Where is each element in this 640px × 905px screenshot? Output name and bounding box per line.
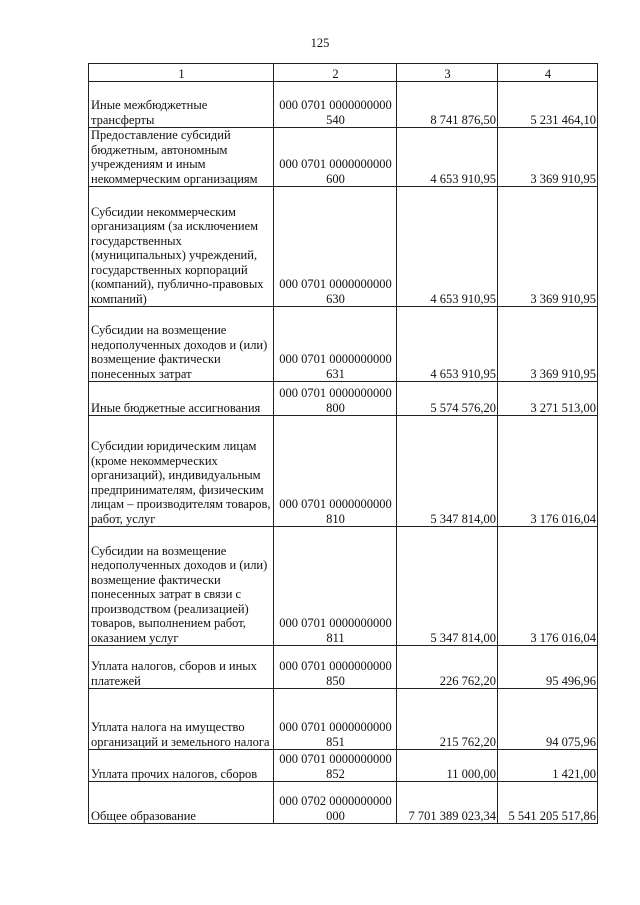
row-code-cell [274, 646, 397, 689]
row-amount-col4: 1 421,00 [498, 750, 598, 782]
row-name-cell: Субсидии на возмещение недополученных доходов и (или) возмещение фактически понесенных затрат [89, 307, 274, 382]
table-row [89, 646, 598, 689]
row-name-cell: Субсидии некоммерческим организациям (за исключением государственных (муниципальных) учреждений, государственных корпораций (компаний), публично-правовых компаний) [89, 187, 274, 307]
row-amount-col4: 3 369 910,95 [498, 187, 598, 307]
row-name-cell: Уплата налогов, сборов и иных платежей [89, 646, 274, 689]
row-code-cell [274, 416, 397, 527]
row-code-line-2: 850 [326, 673, 345, 688]
row-name-cell: Иные межбюджетные трансферты [89, 82, 274, 128]
table-row [89, 527, 598, 646]
row-code-line-1: 000 0701 0000000000 [279, 752, 392, 766]
row-code-cell [274, 527, 397, 646]
row-amount-col3: 215 762,20 [397, 689, 498, 750]
table-row [89, 307, 598, 382]
row-amount-col3: 5 347 814,00 [397, 527, 498, 646]
row-name-cell: Субсидии юридическим лицам (кроме некоммерческих организаций), индивидуальным предпринимателям, физическим лицам – производителям товаров, работ, услуг [89, 416, 274, 527]
row-amount-col4: 95 496,96 [498, 646, 598, 689]
row-amount-col4: 5 231 464,10 [498, 82, 598, 128]
row-code-line-1: 000 0701 0000000000 [279, 497, 392, 511]
row-code-line-1: 000 0701 0000000000 [279, 352, 392, 366]
row-amount-col3: 4 653 910,95 [397, 187, 498, 307]
row-amount-col4: 94 075,96 [498, 689, 598, 750]
table-row [89, 782, 598, 824]
row-amount-col4: 3 176 016,04 [498, 416, 598, 527]
row-amount-col4: 3 271 513,00 [498, 382, 598, 416]
row-name-cell: Уплата налога на имущество организаций и земельного налога [89, 689, 274, 750]
row-code-line-1: 000 0701 0000000000 [279, 98, 392, 112]
row-code-line-1: 000 0701 0000000000 [279, 386, 392, 400]
row-code-line-2: 852 [326, 766, 345, 781]
row-code-line-2: 600 [326, 171, 345, 186]
row-code-line-2: 631 [326, 366, 345, 381]
row-code-line-1: 000 0701 0000000000 [279, 720, 392, 734]
row-code-line-1: 000 0701 0000000000 [279, 157, 392, 171]
row-name-cell: Иные бюджетные ассигнования [89, 382, 274, 416]
row-amount-col3: 5 347 814,00 [397, 416, 498, 527]
row-code-line-2: 630 [326, 291, 345, 306]
row-name-cell: Предоставление субсидий бюджетным, автономным учреждениям и иным некоммерческим организациям [89, 128, 274, 187]
row-code-cell [274, 750, 397, 782]
row-code-line-1: 000 0701 0000000000 [279, 616, 392, 630]
row-code-cell [274, 382, 397, 416]
row-amount-col4: 5 541 205 517,86 [498, 782, 598, 824]
row-name-cell: Уплата прочих налогов, сборов [89, 750, 274, 782]
table-row [89, 382, 598, 416]
row-amount-col4: 3 369 910,95 [498, 307, 598, 382]
table-row [89, 689, 598, 750]
column-header-4: 4 [498, 64, 598, 82]
row-name-cell: Общее образование [89, 782, 274, 824]
row-code-line-2: 540 [326, 112, 345, 127]
page-number: 125 [310, 36, 330, 50]
budget-table [88, 63, 598, 824]
column-header-3: 3 [397, 64, 498, 82]
row-code-cell [274, 689, 397, 750]
column-header-2: 2 [274, 64, 397, 82]
row-name-cell: Субсидии на возмещение недополученных доходов и (или) возмещение фактически понесенных затрат в связи с производством (реализацией) товаров, выполнением работ, оказанием услуг [89, 527, 274, 646]
row-code-cell [274, 82, 397, 128]
table-row [89, 750, 598, 782]
row-amount-col3: 4 653 910,95 [397, 307, 498, 382]
row-code-cell [274, 128, 397, 187]
row-amount-col3: 226 762,20 [397, 646, 498, 689]
row-code-cell [274, 307, 397, 382]
row-code-line-1: 000 0701 0000000000 [279, 659, 392, 673]
row-code-line-2: 800 [326, 400, 345, 415]
table-row [89, 82, 598, 128]
row-amount-col3: 7 701 389 023,34 [397, 782, 498, 824]
row-code-cell [274, 782, 397, 824]
row-amount-col4: 3 369 910,95 [498, 128, 598, 187]
row-amount-col3: 4 653 910,95 [397, 128, 498, 187]
table-row [89, 416, 598, 527]
row-amount-col3: 11 000,00 [397, 750, 498, 782]
column-header-1: 1 [89, 64, 274, 82]
row-code-line-1: 000 0701 0000000000 [279, 277, 392, 291]
row-amount-col3: 8 741 876,50 [397, 82, 498, 128]
header-row [89, 64, 598, 82]
row-code-line-2: 000 [326, 808, 345, 823]
row-code-line-2: 810 [326, 511, 345, 526]
table-row [89, 128, 598, 187]
row-amount-col4: 3 176 016,04 [498, 527, 598, 646]
row-code-cell [274, 187, 397, 307]
row-code-line-2: 851 [326, 734, 345, 749]
row-code-line-2: 811 [326, 630, 345, 645]
table-body [89, 82, 598, 824]
row-code-line-1: 000 0702 0000000000 [279, 794, 392, 808]
row-amount-col3: 5 574 576,20 [397, 382, 498, 416]
table-row [89, 187, 598, 307]
